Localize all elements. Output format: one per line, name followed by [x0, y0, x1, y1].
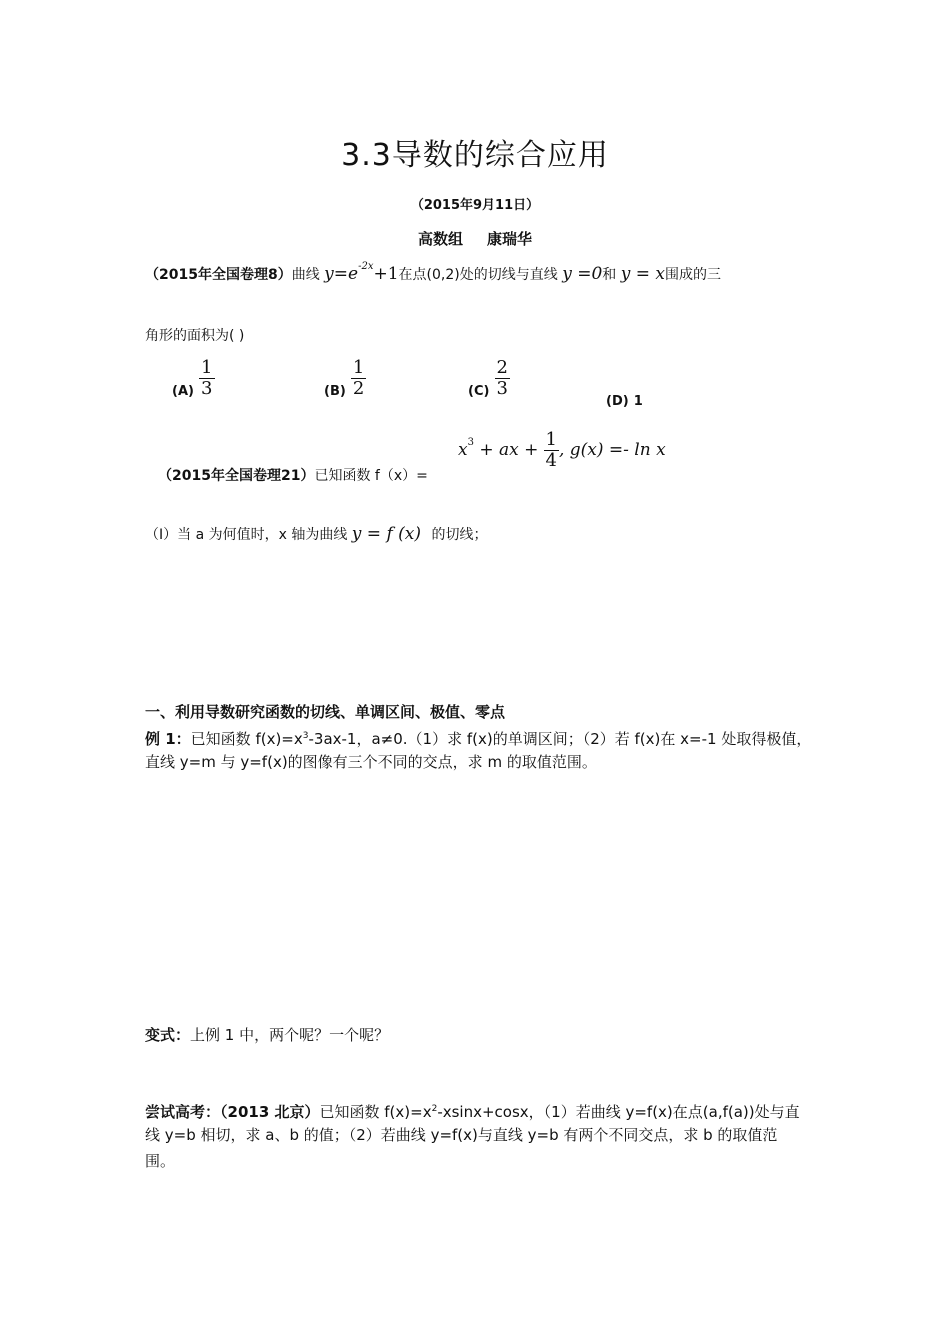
option-c-label: (C) [468, 384, 490, 399]
option-d-value: 1 [633, 394, 643, 409]
option-b [324, 358, 366, 399]
option-a [172, 358, 215, 399]
q2-part-1-prefix: （Ⅰ）当 a 为何值时，x 轴为曲线 [145, 527, 348, 543]
q2-func-middle: + ax + [473, 440, 539, 460]
q2-frac-den: 4 [545, 450, 557, 471]
q1-text-1: 曲线 [291, 267, 320, 283]
q2-part-1-suffix: 的切线； [431, 527, 488, 543]
authors-line [0, 228, 950, 249]
option-c [468, 358, 510, 399]
gaokao-line-2: 线 y=b 相切，求 a、b 的值；（2）若曲线 y=f(x)与直线 y=b 有两个不同交点，求 b 的取值范 [145, 1126, 778, 1144]
gaokao-line-3: 围。 [145, 1152, 176, 1170]
example-1-line-2: 直线 y=m 与 y=f(x)的图像有三个不同的交点，求 m 的取值范围。 [145, 753, 597, 771]
option-a-fraction [199, 358, 214, 399]
q1-curve-y: y [324, 264, 334, 284]
q2-statement [158, 465, 428, 485]
q1-statement-line-2: 角形的面积为( ) [145, 328, 245, 344]
page-title: 3.3导数的综合应用 [341, 138, 609, 173]
option-c-fraction [495, 358, 510, 399]
option-d [606, 390, 643, 409]
option-b-den: 2 [352, 378, 365, 399]
option-b-fraction [351, 358, 366, 399]
gaokao-line-1 [145, 1097, 800, 1125]
q1-text-4: 围成的三 [664, 267, 721, 283]
option-d-label: (D) [606, 394, 629, 409]
example-1-label: 例 1： [145, 730, 191, 748]
q1-text-2: 在点(0,2)处的切线与直线 [398, 267, 558, 283]
gaokao-exp: 2 [431, 1104, 438, 1114]
variant-text: 上例 1 中，两个呢？一个呢？ [190, 1026, 390, 1044]
gaokao-text-b: -xsinx+cosx，（1）若曲线 y=f(x)在点(a,f(a))处与直 [437, 1103, 800, 1121]
option-a-label: (A) [172, 384, 194, 399]
example-1-text-b: -3ax-1，a≠0.（1）求 f(x)的单调区间；（2）若 f(x)在 x=-1 处取得极值， [308, 730, 812, 748]
option-b-label: (B) [324, 384, 346, 399]
q2-text-1: 已知函数 f（x）= [314, 468, 428, 484]
q1-statement [145, 261, 721, 284]
q2-part-1 [145, 524, 487, 544]
q2-source: （2015年全国卷理21） [158, 468, 315, 484]
variant-line [145, 1023, 389, 1048]
q2-part-1-math: y = f (x) [351, 524, 422, 544]
author-group: 高数组 [417, 230, 463, 248]
option-c-den: 3 [496, 378, 508, 399]
gaokao-source: （2013 北京） [220, 1103, 320, 1121]
example-1-line-1 [145, 724, 811, 752]
q2-frac-num: 1 [545, 429, 557, 450]
section-1-heading: 一、利用导数研究函数的切线、单调区间、极值、零点 [145, 703, 506, 721]
option-a-den: 3 [201, 378, 213, 399]
gaokao-label: 尝试高考： [145, 1103, 221, 1121]
q1-source: （2015年全国卷理8） [145, 267, 292, 283]
example-1-exp: 3 [302, 731, 309, 741]
option-b-num: 1 [352, 357, 365, 378]
option-c-num: 2 [496, 357, 508, 378]
q1-line-1: y =0 [562, 264, 603, 284]
author-name: 康瑞华 [487, 230, 533, 248]
q2-func-x-exp: 3 [467, 436, 474, 448]
q1-line-2: y = x [620, 264, 665, 284]
q1-text-3: 和 [602, 267, 617, 283]
option-a-num: 1 [201, 357, 213, 378]
gaokao-text-a: 已知函数 f(x)=x [319, 1103, 432, 1121]
q1-curve-plus: +1 [373, 264, 399, 284]
q1-curve-exp: -2x [358, 261, 374, 273]
q2-func-x: x [458, 440, 468, 460]
q2-func-g: , g(x) =- ln x [558, 440, 666, 460]
variant-label: 变式： [145, 1026, 191, 1044]
q2-fraction [544, 430, 559, 471]
q2-formula [458, 430, 666, 471]
example-1-text-a: 已知函数 f(x)=x [190, 730, 303, 748]
date-line: （2015年9月11日） [410, 198, 540, 213]
q1-curve-e: e [348, 264, 359, 284]
q1-curve-eq: = [333, 264, 349, 284]
